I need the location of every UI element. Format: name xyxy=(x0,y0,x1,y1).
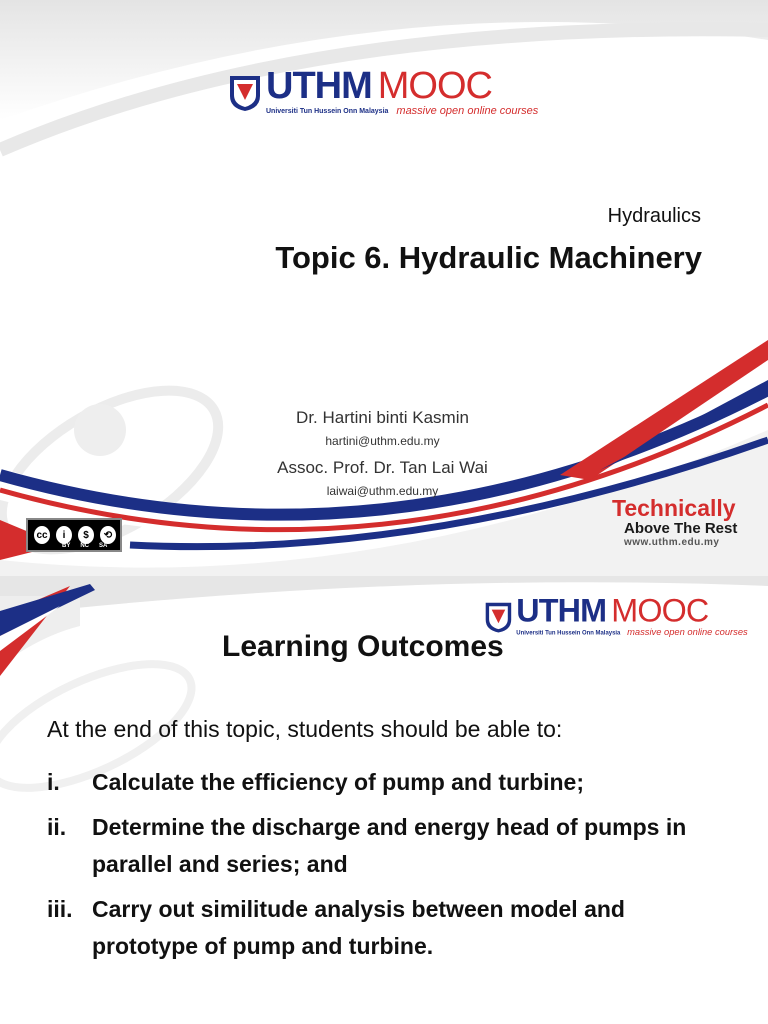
intro-text: At the end of this topic, students should be able to: xyxy=(47,716,563,742)
author-2-email: laiwai@uthm.edu.my xyxy=(326,484,439,498)
outcomes-list xyxy=(47,764,727,973)
logo-university-text: Universiti Tun Hussein Onn Malaysia xyxy=(266,107,389,115)
logo-university-text: Universiti Tun Hussein Onn Malaysia xyxy=(516,629,621,636)
uthm-mooc-logo xyxy=(228,65,539,117)
creative-commons-license-badge xyxy=(26,518,122,552)
license-label-by: BY xyxy=(62,543,71,549)
author-2-name: Assoc. Prof. Dr. Tan Lai Wai xyxy=(277,458,488,477)
learning-outcomes-slide xyxy=(0,576,768,1024)
slide-title: Learning Outcomes xyxy=(222,630,504,663)
license-label-nc: NC xyxy=(80,543,90,549)
logo-uthm-text: UTHM xyxy=(266,65,372,107)
outcome-item xyxy=(47,809,727,883)
slogan-line-1: Technically xyxy=(612,495,736,521)
slogan-block xyxy=(612,496,737,548)
topic-title: Topic 6. Hydraulic Machinery xyxy=(275,240,702,275)
uthm-mooc-logo xyxy=(484,593,748,638)
uthm-shield-icon xyxy=(228,74,262,112)
logo-mooc-text: MOOC xyxy=(377,65,492,107)
outcome-text: Calculate the efficiency of pump and turbine; xyxy=(92,769,585,795)
outcome-number: i. xyxy=(47,769,60,795)
outcome-item xyxy=(47,891,727,965)
logo-uthm-text: UTHM xyxy=(516,593,607,630)
author-1-name: Dr. Hartini binti Kasmin xyxy=(296,408,469,427)
attribution-icon: i xyxy=(54,524,74,546)
outcome-number: ii. xyxy=(47,814,67,840)
course-subject: Hydraulics xyxy=(607,205,701,227)
outcome-text: Carry out similitude analysis between model and prototype of pump and turbine. xyxy=(92,896,625,959)
logo-tagline-text: massive open online courses xyxy=(627,627,748,638)
slogan-line-2: Above The Rest xyxy=(624,520,738,537)
author-1-email: hartini@uthm.edu.my xyxy=(325,434,440,448)
outcome-item xyxy=(47,764,727,801)
slogan-url: www.uthm.edu.my xyxy=(624,537,720,548)
outcome-text: Determine the discharge and energy head of pumps in parallel and series; and xyxy=(92,814,687,877)
logo-tagline-text: massive open online courses xyxy=(396,105,539,117)
noncommercial-icon: $ xyxy=(76,524,96,546)
cc-icon: cc xyxy=(32,524,52,546)
outcome-number: iii. xyxy=(47,896,73,922)
license-label-sa: SA xyxy=(99,543,108,549)
logo-mooc-text: MOOC xyxy=(611,593,709,630)
uthm-shield-icon xyxy=(484,601,513,633)
sharealike-icon: ⟲ xyxy=(98,524,118,546)
